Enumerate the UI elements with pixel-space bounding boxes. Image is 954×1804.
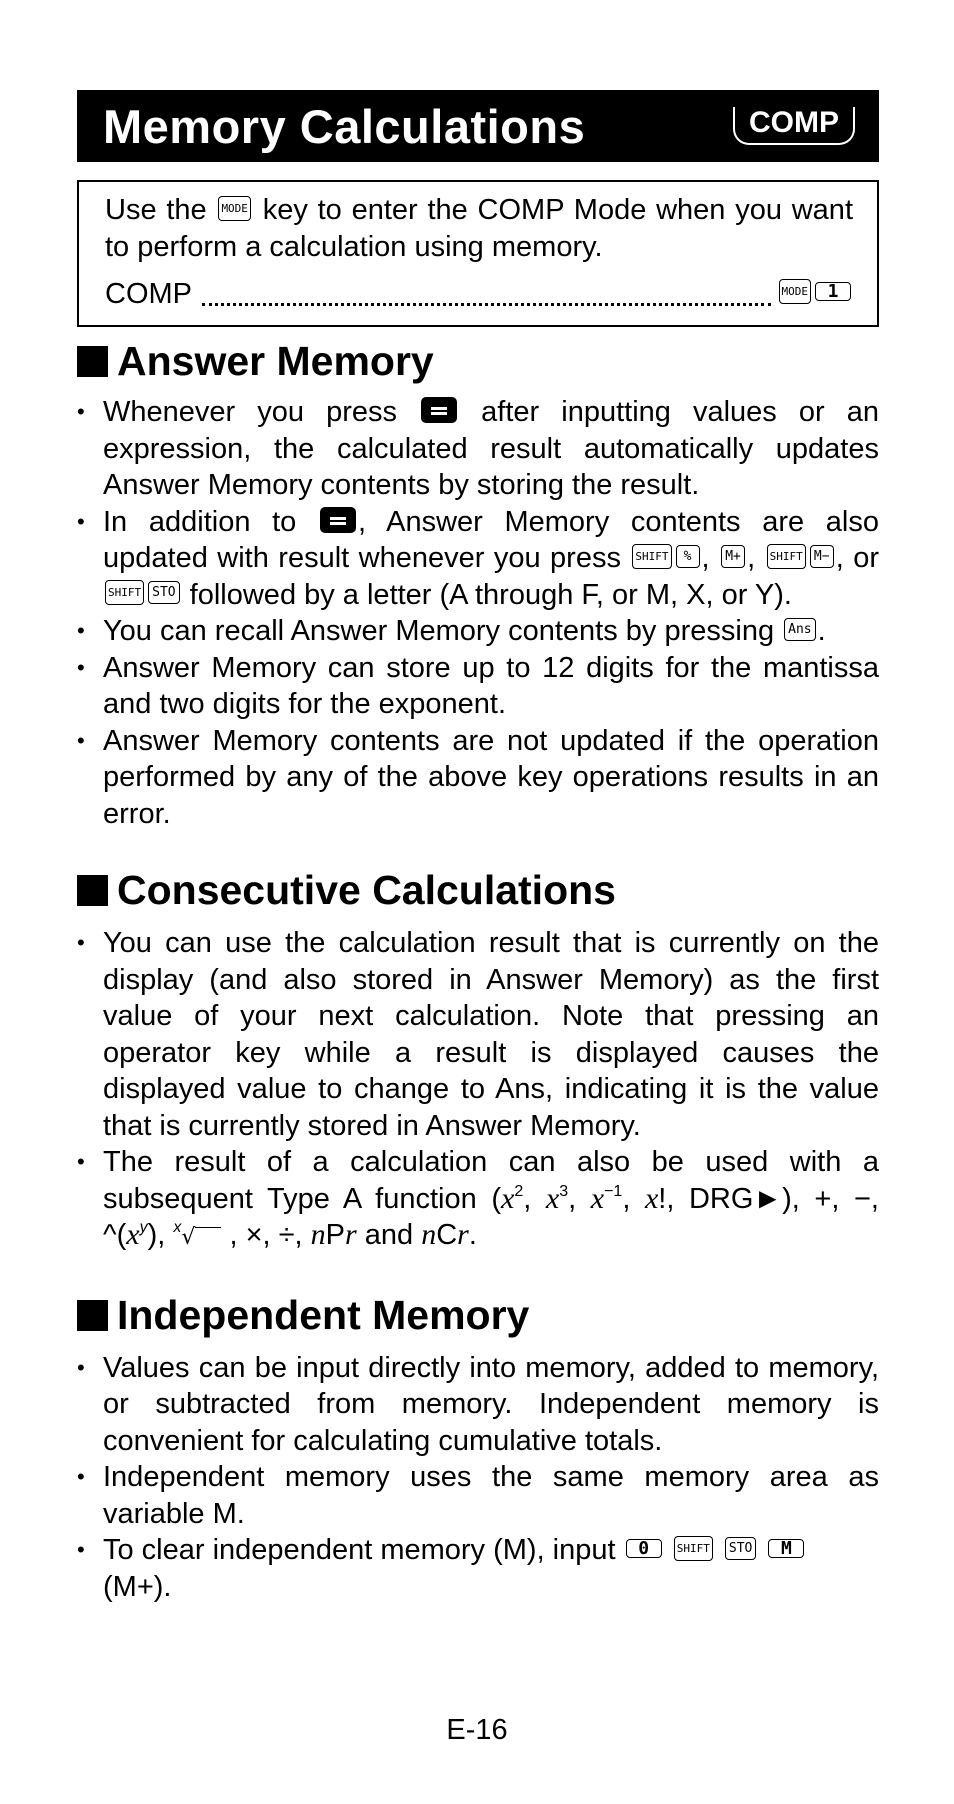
- shift-key-icon: SHIFT: [632, 544, 671, 569]
- section-heading: Answer Memory: [77, 341, 879, 382]
- comp-mode-badge: COMP: [733, 107, 855, 145]
- list-item: • Independent memory uses the same memory area as variable M.: [77, 1459, 879, 1532]
- answer-memory-list: [77, 394, 879, 832]
- comp-label: COMP: [105, 278, 192, 310]
- manual-page: [77, 90, 879, 1605]
- m-minus-key-icon: M−: [810, 545, 834, 568]
- square-bullet-icon: [77, 875, 108, 906]
- sto-key-icon: STO: [725, 1537, 756, 1560]
- list-item: • You can use the calculation result that is currently on the display (and also stored in Answer Memory) as the first value of your next calculation. Note that pressing an operator key while a result is displayed causes the displayed value to change to Ans, indicating it is the value that is currently stored in Answer Memory.: [77, 925, 879, 1144]
- percent-key-icon: %: [676, 545, 700, 568]
- leader-dots: [202, 283, 771, 306]
- equals-key-icon: [320, 507, 356, 533]
- consecutive-section: [77, 867, 879, 1257]
- equals-key-icon: [421, 397, 457, 423]
- page-title: Memory Calculations: [103, 99, 586, 153]
- shift-key-icon: SHIFT: [767, 544, 806, 569]
- title-bar: [77, 90, 879, 162]
- mode-key-icon: MODE: [779, 279, 812, 304]
- mode-key-icon: MODE: [218, 196, 251, 221]
- page-number: E-16: [446, 1714, 508, 1746]
- list-item: • To clear independent memory (M), input 0 SHIFT STO M (M+).: [77, 1532, 879, 1605]
- list-item: • Values can be input directly into memory, added to memory, or subtracted from memory. Independent memory is convenient for calculating cumulative totals.: [77, 1350, 879, 1460]
- one-key-icon: 1: [815, 282, 851, 301]
- m-key-icon: M: [768, 1539, 804, 1558]
- sto-key-icon: STO: [148, 581, 179, 604]
- answer-memory-section: [77, 338, 880, 832]
- section-heading: Independent Memory: [77, 1295, 879, 1336]
- m-plus-key-icon: M+: [721, 545, 745, 568]
- list-item: • Answer Memory can store up to 12 digits for the mantissa and two digits for the exponent.: [77, 650, 879, 723]
- intro-box: [77, 180, 879, 327]
- independent-list: [77, 1350, 879, 1606]
- list-item: • You can recall Answer Memory contents by pressing Ans .: [77, 613, 879, 650]
- section-heading: Consecutive Calculations: [77, 870, 879, 911]
- square-bullet-icon: [77, 346, 108, 377]
- shift-key-icon: SHIFT: [105, 580, 144, 605]
- list-item: • Whenever you press after inputting values or an expression, the calculated result automatically updates Answer Memory contents by storing the result.: [77, 394, 879, 504]
- consecutive-list: [77, 925, 879, 1257]
- intro-text: Use the MODE key to enter the COMP Mode when you want to perform a calculation using memory.: [105, 194, 853, 263]
- shift-key-icon: SHIFT: [674, 1536, 713, 1561]
- independent-section: [77, 1291, 879, 1606]
- list-item: • In addition to , Answer Memory contents are also updated with result whenever you press SHIFT % , M+ , SHIFT M− , or SHIFT STO followed by a letter (A through F, or M, X, or Y).: [77, 504, 879, 614]
- comp-mode-line: [105, 276, 853, 313]
- zero-key-icon: 0: [626, 1539, 662, 1558]
- list-item: • Answer Memory contents are not updated if the operation performed by any of the above key operations results in an error.: [77, 723, 879, 833]
- root-icon: √: [181, 1225, 221, 1250]
- ans-key-icon: Ans: [784, 618, 815, 641]
- list-item: • The result of a calculation can also be used with a subsequent Type A function ($x^2$, $x^3$, $x^{-1}$, x!, DRG►), +, −, $\^{}(x^y)$, $^x$√ , ×, ÷, nPr and nCr.: [77, 1144, 879, 1257]
- square-bullet-icon: [77, 1300, 108, 1331]
